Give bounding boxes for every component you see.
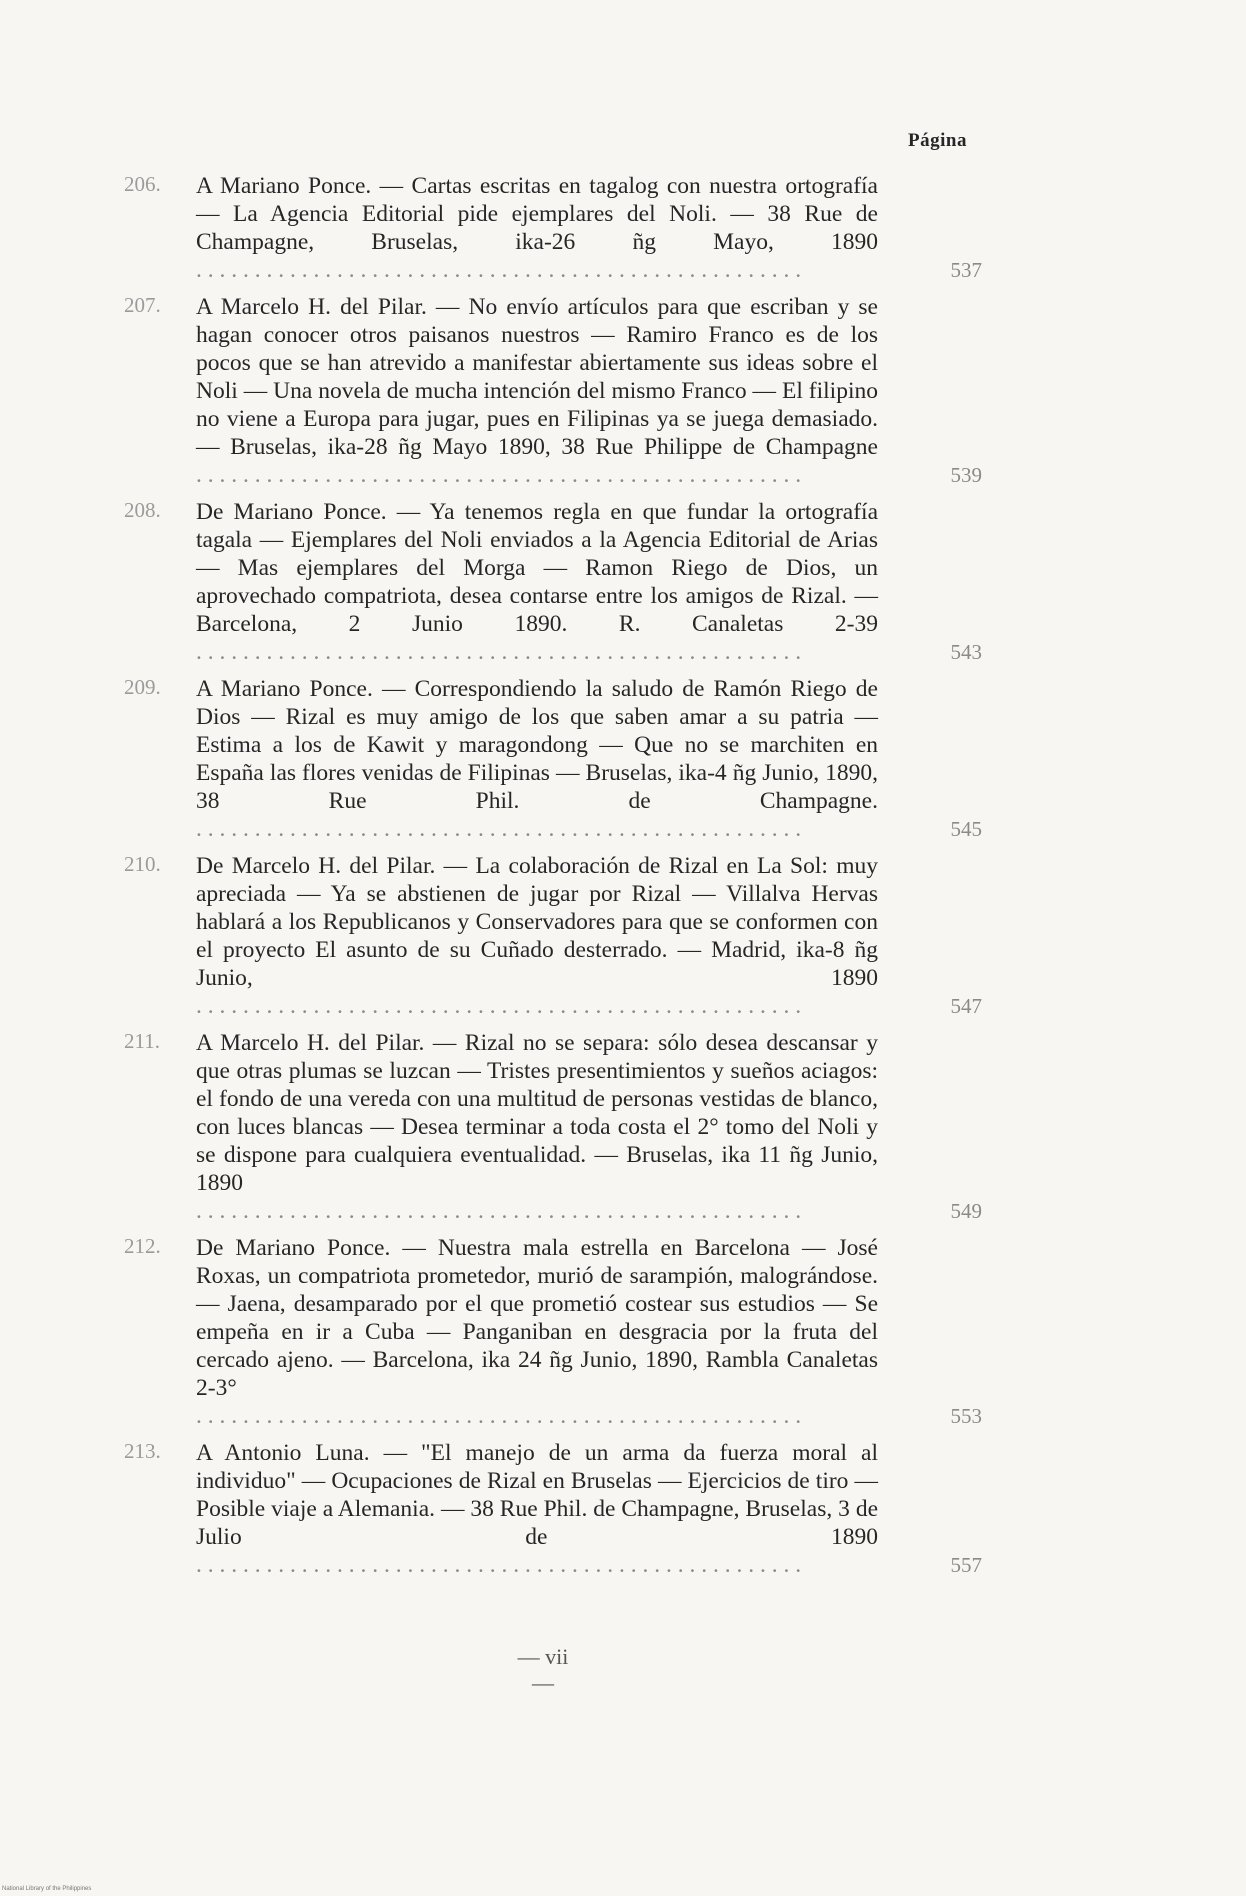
dot-leader: . . . . . . . . . . . . . . . . . . . . . . . . . . . . . . . . . . . . . . . . . . . . . . . . . . . . bbox=[196, 257, 802, 283]
entry-description: A Marcelo H. del Pilar. — Rizal no se separa: sólo desea descansar y que otras plumas se luzcan — Tristes presentimientos y sueños aciagos: el fondo de una vereda con una multitud de personas vestidas de blanco, con luces blancas — Desea terminar a toda costa el 2° tomo del Noli y se dispone para cualquiera eventualidad. — Bruselas, ika 11 ñg Junio, 1890 bbox=[196, 1030, 878, 1196]
entry-number: 206. bbox=[124, 172, 161, 196]
dot-leader: . . . . . . . . . . . . . . . . . . . . . . . . . . . . . . . . . . . . . . . . . . . . . . . . . . . . bbox=[196, 1403, 802, 1429]
entry-description: A Antonio Luna. — "El manejo de un arma da fuerza moral al individuo" — Ocupaciones de Rizal en Bruselas — Ejercicios de tiro — Posible viaje a Alemania. — 38 Rue Phil. de Champagne, Bruselas, 3 de Julio de 1890 bbox=[196, 1440, 878, 1550]
entry-number: 210. bbox=[124, 852, 161, 876]
toc-entry bbox=[0, 172, 1246, 284]
entry-page-number: 543 bbox=[950, 640, 982, 664]
page-column-heading: Página bbox=[908, 130, 967, 151]
folio-page-number: — vii — bbox=[517, 1644, 569, 1695]
entry-page-number: 553 bbox=[950, 1404, 982, 1428]
entry-number: 207. bbox=[124, 293, 161, 317]
toc-entry bbox=[0, 675, 1246, 843]
toc-entry bbox=[0, 1234, 1246, 1430]
toc-entry bbox=[0, 852, 1246, 1020]
entry-description: A Mariano Ponce. — Cartas escritas en tagalog con nuestra ortografía — La Agencia Editorial pide ejemplares del Noli. — 38 Rue de Champagne, Bruselas, ika-26 ñg Mayo, 1890 bbox=[196, 173, 878, 255]
toc-entry bbox=[0, 293, 1246, 489]
entry-page-number: 539 bbox=[950, 463, 982, 487]
entry-page-number: 557 bbox=[950, 1553, 982, 1577]
toc-entry bbox=[0, 1439, 1246, 1579]
table-of-contents bbox=[0, 172, 1246, 1588]
entry-page-number: 547 bbox=[950, 994, 982, 1018]
entry-description: A Mariano Ponce. — Correspondiendo la saludo de Ramón Riego de Dios — Rizal es muy amigo de los que saben amar a su patria — Estima a los de Kawit y maragondong — Que no se marchiten en España las flores venidas de Filipinas — Bruselas, ika-4 ñg Junio, 1890, 38 Rue Phil. de Champagne. bbox=[196, 676, 878, 814]
toc-entry bbox=[0, 498, 1246, 666]
entry-number: 211. bbox=[124, 1029, 160, 1053]
dot-leader: . . . . . . . . . . . . . . . . . . . . . . . . . . . . . . . . . . . . . . . . . . . . . . . . . . . . bbox=[196, 816, 802, 842]
entry-number: 209. bbox=[124, 675, 161, 699]
entry-number: 212. bbox=[124, 1234, 161, 1258]
entry-number: 208. bbox=[124, 498, 161, 522]
dot-leader: . . . . . . . . . . . . . . . . . . . . . . . . . . . . . . . . . . . . . . . . . . . . . . . . . . . . bbox=[196, 1198, 802, 1224]
entry-description: A Marcelo H. del Pilar. — No envío artículos para que escriban y se hagan conocer otros paisanos nuestros — Ramiro Franco es de los pocos que se han atrevido a manifestar abiertamente sus ideas sobre el Noli — Una novela de mucha intención del mismo Franco — El filipino no viene a Europa para jugar, pues en Filipinas ya se juega demasiado. — Bruselas, ika-28 ñg Mayo 1890, 38 Rue Philippe de Champagne bbox=[196, 294, 878, 460]
entry-description: De Mariano Ponce. — Nuestra mala estrella en Barcelona — José Roxas, un compatriota prometedor, murió de sarampión, malográndose. — Jaena, desamparado por el que prometió costear sus estudios — Se empeña en ir a Cuba — Panganiban en desgracia por la fruta del cercado ajeno. — Barcelona, ika 24 ñg Junio, 1890, Rambla Canaletas 2-3° bbox=[196, 1235, 878, 1401]
dot-leader: . . . . . . . . . . . . . . . . . . . . . . . . . . . . . . . . . . . . . . . . . . . . . . . . . . . . bbox=[196, 462, 802, 488]
entry-page-number: 549 bbox=[950, 1199, 982, 1223]
dot-leader: . . . . . . . . . . . . . . . . . . . . . . . . . . . . . . . . . . . . . . . . . . . . . . . . . . . . bbox=[196, 993, 802, 1019]
entry-description: De Mariano Ponce. — Ya tenemos regla en que fundar la ortografía tagala — Ejemplares del Noli enviados a la Agencia Editorial de Arias — Mas ejemplares del Morga — Ramon Riego de Dios, un aprovechado compatriota, desea contarse entre los amigos de Rizal. — Barcelona, 2 Junio 1890. R. Canaletas 2-39 bbox=[196, 499, 878, 637]
scan-credit: National Library of the Philippines bbox=[2, 1886, 92, 1892]
entry-number: 213. bbox=[124, 1439, 161, 1463]
dot-leader: . . . . . . . . . . . . . . . . . . . . . . . . . . . . . . . . . . . . . . . . . . . . . . . . . . . . bbox=[196, 639, 802, 665]
toc-entry bbox=[0, 1029, 1246, 1225]
entry-description: De Marcelo H. del Pilar. — La colaboración de Rizal en La Sol: muy apreciada — Ya se abstienen de jugar por Rizal — Villalva Hervas hablará a los Republicanos y Conservadores para que se conformen con el proyecto El asunto de su Cuñado desterrado. — Madrid, ika-8 ñg Junio, 1890 bbox=[196, 853, 878, 991]
dot-leader: . . . . . . . . . . . . . . . . . . . . . . . . . . . . . . . . . . . . . . . . . . . . . . . . . . . . bbox=[196, 1552, 802, 1578]
entry-page-number: 545 bbox=[950, 817, 982, 841]
entry-page-number: 537 bbox=[950, 258, 982, 282]
